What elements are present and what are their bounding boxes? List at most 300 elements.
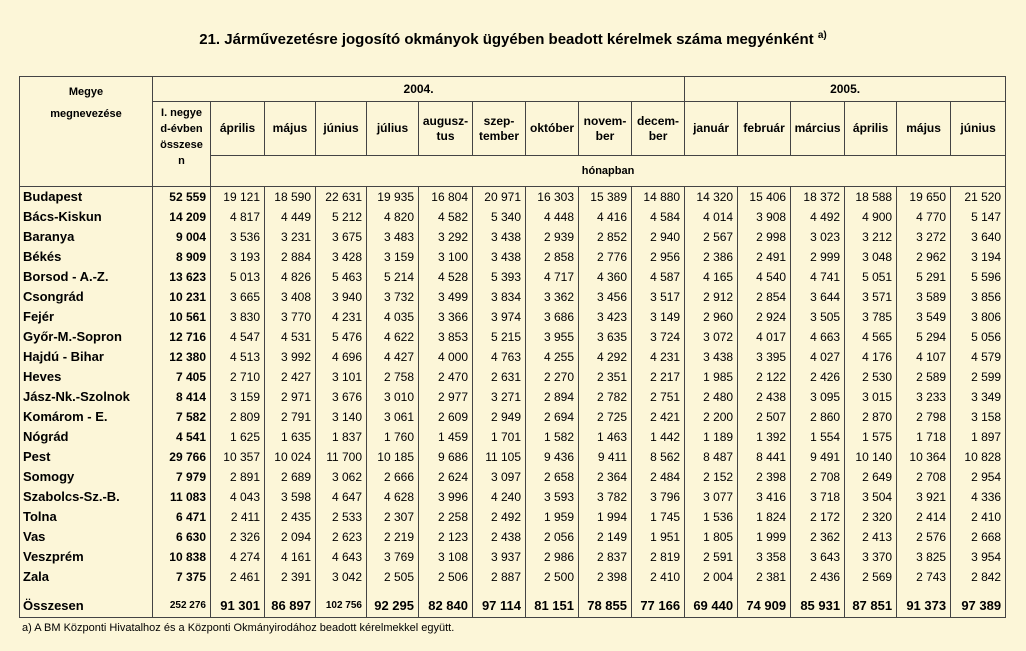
value-cell: 4 579 [951,347,1006,367]
value-cell: 3 212 [845,227,897,247]
value-cell: 3 483 [367,227,419,247]
value-cell: 2 491 [738,247,791,267]
header-q1-total [153,102,211,187]
value-cell: 5 393 [473,267,526,287]
value-cell: 4 416 [579,207,632,227]
value-cell: 4 696 [316,347,367,367]
header-q1-label: I. negyed-évben összesen [160,107,203,167]
header-month-2005-3: április [845,102,897,156]
value-cell: 2 891 [211,467,265,487]
value-cell: 2 854 [738,287,791,307]
value-cell: 3 643 [791,547,845,567]
spacer-cell [211,587,265,595]
county-name: Tolna [20,507,153,527]
value-cell: 2 609 [419,407,473,427]
value-cell: 3 023 [791,227,845,247]
value-cell: 3 955 [526,327,579,347]
spacer-row [20,587,1006,595]
value-cell: 5 051 [845,267,897,287]
value-cell: 4 531 [265,327,316,347]
value-cell: 3 996 [419,487,473,507]
spacer-cell [738,587,791,595]
value-cell: 3 517 [632,287,685,307]
value-cell: 10 364 [897,447,951,467]
value-cell: 2 567 [685,227,738,247]
spacer-cell [526,587,579,595]
value-cell: 3 825 [897,547,951,567]
header-month-2004-5: szep-tember [473,102,526,156]
value-cell: 2 391 [265,567,316,587]
value-cell: 3 100 [419,247,473,267]
value-cell: 2 751 [632,387,685,407]
value-cell: 2 887 [473,567,526,587]
value-cell: 2 599 [951,367,1006,387]
q1-total-cell: 14 209 [153,207,211,227]
value-cell: 4 565 [845,327,897,347]
value-cell: 4 628 [367,487,419,507]
value-cell: 2 694 [526,407,579,427]
value-cell: 3 062 [316,467,367,487]
value-cell: 3 077 [685,487,738,507]
table-row [20,527,1006,547]
value-cell: 3 686 [526,307,579,327]
value-cell: 3 416 [738,487,791,507]
value-cell: 3 640 [951,227,1006,247]
value-cell: 3 362 [526,287,579,307]
value-cell: 2 954 [951,467,1006,487]
value-cell: 2 492 [473,507,526,527]
value-cell: 5 214 [367,267,419,287]
value-cell: 19 121 [211,187,265,208]
value-cell: 3 549 [897,307,951,327]
value-cell: 2 819 [632,547,685,567]
value-cell: 2 837 [579,547,632,567]
spacer-cell [579,587,632,595]
value-cell: 10 024 [265,447,316,467]
value-cell: 3 095 [791,387,845,407]
county-name: Hajdú - Bihar [20,347,153,367]
header-month-2005-5: június [951,102,1006,156]
value-cell: 2 421 [632,407,685,427]
value-cell: 3 676 [316,387,367,407]
header-month-2004-4: augusz-tus [419,102,473,156]
value-cell: 2 123 [419,527,473,547]
q1-total-cell: 6 471 [153,507,211,527]
header-month-2005-2: március [791,102,845,156]
value-cell: 2 533 [316,507,367,527]
value-cell: 3 853 [419,327,473,347]
value-cell: 2 649 [845,467,897,487]
value-cell: 16 303 [526,187,579,208]
value-cell: 2 842 [951,567,1006,587]
value-cell: 3 231 [265,227,316,247]
value-cell: 4 900 [845,207,897,227]
value-cell: 3 769 [367,547,419,567]
value-cell: 4 336 [951,487,1006,507]
value-cell: 2 426 [791,367,845,387]
value-cell: 2 200 [685,407,738,427]
value-cell: 3 366 [419,307,473,327]
value-cell: 2 438 [473,527,526,547]
value-cell: 2 710 [211,367,265,387]
value-cell: 2 858 [526,247,579,267]
value-cell: 3 370 [845,547,897,567]
spacer-cell [632,587,685,595]
value-cell: 2 461 [211,567,265,587]
table-row [20,227,1006,247]
table-row [20,347,1006,367]
value-cell: 4 817 [211,207,265,227]
value-cell: 19 935 [367,187,419,208]
value-cell: 2 398 [738,467,791,487]
value-cell: 1 805 [685,527,738,547]
data-table [19,76,1006,618]
value-cell: 1 999 [738,527,791,547]
value-cell: 4 647 [316,487,367,507]
value-cell: 2 056 [526,527,579,547]
value-cell: 2 776 [579,247,632,267]
value-cell: 2 591 [685,547,738,567]
value-cell: 2 398 [579,567,632,587]
value-cell: 3 271 [473,387,526,407]
value-cell: 3 806 [951,307,1006,327]
county-name: Pest [20,447,153,467]
value-cell: 3 159 [367,247,419,267]
value-cell: 10 140 [845,447,897,467]
value-cell: 3 937 [473,547,526,567]
value-cell: 1 536 [685,507,738,527]
table-row [20,547,1006,567]
value-cell: 2 480 [685,387,738,407]
value-cell: 18 590 [265,187,316,208]
value-cell: 2 149 [579,527,632,547]
value-cell: 5 212 [316,207,367,227]
value-cell: 4 035 [367,307,419,327]
value-cell: 3 061 [367,407,419,427]
value-cell: 2 949 [473,407,526,427]
value-cell: 4 107 [897,347,951,367]
value-cell: 4 540 [738,267,791,287]
spacer-cell [473,587,526,595]
value-cell: 2 962 [897,247,951,267]
value-cell: 2 386 [685,247,738,267]
value-cell: 1 994 [579,507,632,527]
value-cell: 9 436 [526,447,579,467]
value-cell: 97 389 [951,595,1006,618]
value-cell: 2 791 [265,407,316,427]
value-cell: 86 897 [265,595,316,618]
value-cell: 1 554 [791,427,845,447]
value-cell: 3 796 [632,487,685,507]
value-cell: 91 373 [897,595,951,618]
value-cell: 4 000 [419,347,473,367]
value-cell: 102 756 [316,595,367,618]
value-cell: 3 438 [473,227,526,247]
value-cell: 3 724 [632,327,685,347]
value-cell: 2 414 [897,507,951,527]
spacer-cell [419,587,473,595]
value-cell: 3 292 [419,227,473,247]
value-cell: 1 985 [685,367,738,387]
value-cell: 3 358 [738,547,791,567]
value-cell: 3 048 [845,247,897,267]
county-name: Baranya [20,227,153,247]
value-cell: 3 974 [473,307,526,327]
county-name: Borsod - A.-Z. [20,267,153,287]
value-cell: 5 596 [951,267,1006,287]
value-cell: 19 650 [897,187,951,208]
value-cell: 3 233 [897,387,951,407]
value-cell: 2 689 [265,467,316,487]
value-cell: 18 588 [845,187,897,208]
q1-total-cell: 7 979 [153,467,211,487]
spacer-cell [845,587,897,595]
header-month-2004-6: október [526,102,579,156]
value-cell: 81 151 [526,595,579,618]
value-cell: 4 763 [473,347,526,367]
spacer-cell [367,587,419,595]
value-cell: 3 159 [211,387,265,407]
q1-total-cell: 52 559 [153,187,211,208]
value-cell: 3 194 [951,247,1006,267]
table-row [20,267,1006,287]
value-cell: 2 999 [791,247,845,267]
value-cell: 91 301 [211,595,265,618]
value-cell: 3 732 [367,287,419,307]
value-cell: 5 056 [951,327,1006,347]
value-cell: 1 392 [738,427,791,447]
q1-total-cell: 12 716 [153,327,211,347]
value-cell: 3 908 [738,207,791,227]
value-cell: 3 856 [951,287,1006,307]
value-cell: 1 635 [265,427,316,447]
value-cell: 92 295 [367,595,419,618]
q1-total-cell: 252 276 [153,595,211,618]
value-cell: 2 894 [526,387,579,407]
value-cell: 18 372 [791,187,845,208]
spacer-cell [316,587,367,595]
value-cell: 4 770 [897,207,951,227]
table-row [20,507,1006,527]
value-cell: 2 631 [473,367,526,387]
value-cell: 3 042 [316,567,367,587]
value-cell: 3 505 [791,307,845,327]
value-cell: 4 492 [791,207,845,227]
value-cell: 2 998 [738,227,791,247]
value-cell: 4 584 [632,207,685,227]
q1-total-cell: 6 630 [153,527,211,547]
header-megnevezese-label: megnevezése [50,108,122,120]
value-cell: 2 658 [526,467,579,487]
value-cell: 85 931 [791,595,845,618]
header-month-2004-3: július [367,102,419,156]
value-cell: 2 507 [738,407,791,427]
value-cell: 1 837 [316,427,367,447]
value-cell: 2 413 [845,527,897,547]
value-cell: 3 158 [951,407,1006,427]
county-name: Komárom - E. [20,407,153,427]
footnote: a) A BM Központi Hivatalhoz és a Központi Okmányirodához beadott kérelmekkel együtt. [22,622,455,634]
county-name: Zala [20,567,153,587]
value-cell: 2 435 [265,507,316,527]
value-cell: 15 389 [579,187,632,208]
value-cell: 3 665 [211,287,265,307]
value-cell: 4 165 [685,267,738,287]
value-cell: 74 909 [738,595,791,618]
value-cell: 3 072 [685,327,738,347]
value-cell: 3 571 [845,287,897,307]
value-cell: 4 427 [367,347,419,367]
value-cell: 22 631 [316,187,367,208]
county-name: Heves [20,367,153,387]
q1-total-cell: 29 766 [153,447,211,467]
value-cell: 16 804 [419,187,473,208]
value-cell: 3 015 [845,387,897,407]
value-cell: 4 043 [211,487,265,507]
value-cell: 2 624 [419,467,473,487]
value-cell: 2 884 [265,247,316,267]
value-cell: 2 470 [419,367,473,387]
value-cell: 2 782 [579,387,632,407]
value-cell: 2 530 [845,367,897,387]
value-cell: 9 686 [419,447,473,467]
table-row [20,387,1006,407]
value-cell: 2 939 [526,227,579,247]
q1-total-cell: 9 004 [153,227,211,247]
value-cell: 3 149 [632,307,685,327]
table-row [20,287,1006,307]
q1-total-cell: 7 375 [153,567,211,587]
total-row [20,595,1006,618]
value-cell: 1 459 [419,427,473,447]
table-row [20,247,1006,267]
value-cell: 4 449 [265,207,316,227]
q1-total-cell: 7 582 [153,407,211,427]
value-cell: 3 593 [526,487,579,507]
value-cell: 4 448 [526,207,579,227]
value-cell: 4 547 [211,327,265,347]
value-cell: 4 240 [473,487,526,507]
value-cell: 2 217 [632,367,685,387]
value-cell: 2 506 [419,567,473,587]
value-cell: 4 360 [579,267,632,287]
value-cell: 2 725 [579,407,632,427]
value-cell: 2 152 [685,467,738,487]
value-cell: 1 442 [632,427,685,447]
value-cell: 3 718 [791,487,845,507]
value-cell: 3 536 [211,227,265,247]
value-cell: 4 014 [685,207,738,227]
value-cell: 10 185 [367,447,419,467]
header-megye [20,77,153,187]
value-cell: 2 320 [845,507,897,527]
q1-total-cell: 11 083 [153,487,211,507]
value-cell: 2 940 [632,227,685,247]
value-cell: 3 589 [897,287,951,307]
value-cell: 9 411 [579,447,632,467]
value-cell: 2 364 [579,467,632,487]
spacer-cell [265,587,316,595]
value-cell: 2 410 [632,567,685,587]
value-cell: 3 272 [897,227,951,247]
value-cell: 4 643 [316,547,367,567]
value-cell: 3 992 [265,347,316,367]
table-row [20,327,1006,347]
value-cell: 4 528 [419,267,473,287]
value-cell: 4 231 [316,307,367,327]
value-cell: 15 406 [738,187,791,208]
spacer-cell [897,587,951,595]
value-cell: 10 828 [951,447,1006,467]
value-cell: 5 147 [951,207,1006,227]
value-cell: 2 666 [367,467,419,487]
value-cell: 4 027 [791,347,845,367]
value-cell: 2 410 [951,507,1006,527]
value-cell: 14 880 [632,187,685,208]
value-cell: 3 097 [473,467,526,487]
value-cell: 4 176 [845,347,897,367]
value-cell: 4 513 [211,347,265,367]
value-cell: 1 189 [685,427,738,447]
spacer-cell [951,587,1006,595]
value-cell: 1 463 [579,427,632,447]
value-cell: 2 708 [897,467,951,487]
county-name: Budapest [20,187,153,208]
value-cell: 2 505 [367,567,419,587]
value-cell: 14 320 [685,187,738,208]
value-cell: 1 625 [211,427,265,447]
value-cell: 3 954 [951,547,1006,567]
value-cell: 3 140 [316,407,367,427]
table-row [20,487,1006,507]
value-cell: 5 291 [897,267,951,287]
q1-total-cell: 10 838 [153,547,211,567]
value-cell: 69 440 [685,595,738,618]
table-row [20,427,1006,447]
value-cell: 5 340 [473,207,526,227]
value-cell: 20 971 [473,187,526,208]
header-month-2005-1: február [738,102,791,156]
table-row [20,307,1006,327]
header-year-2004: 2004. [153,77,685,102]
value-cell: 2 960 [685,307,738,327]
value-cell: 2 758 [367,367,419,387]
value-cell: 9 491 [791,447,845,467]
value-cell: 4 826 [265,267,316,287]
value-cell: 2 924 [738,307,791,327]
value-cell: 97 114 [473,595,526,618]
spacer-cell [791,587,845,595]
value-cell: 3 770 [265,307,316,327]
value-cell: 10 357 [211,447,265,467]
value-cell: 2 307 [367,507,419,527]
header-month-2004-0: április [211,102,265,156]
value-cell: 3 504 [845,487,897,507]
county-name: Jász-Nk.-Szolnok [20,387,153,407]
value-cell: 5 476 [316,327,367,347]
value-cell: 1 959 [526,507,579,527]
value-cell: 2 576 [897,527,951,547]
county-name: Békés [20,247,153,267]
value-cell: 1 582 [526,427,579,447]
value-cell: 3 193 [211,247,265,267]
value-cell: 2 219 [367,527,419,547]
value-cell: 3 834 [473,287,526,307]
value-cell: 2 956 [632,247,685,267]
value-cell: 3 408 [265,287,316,307]
header-unit: hónapban [211,156,1006,187]
county-name: Fejér [20,307,153,327]
